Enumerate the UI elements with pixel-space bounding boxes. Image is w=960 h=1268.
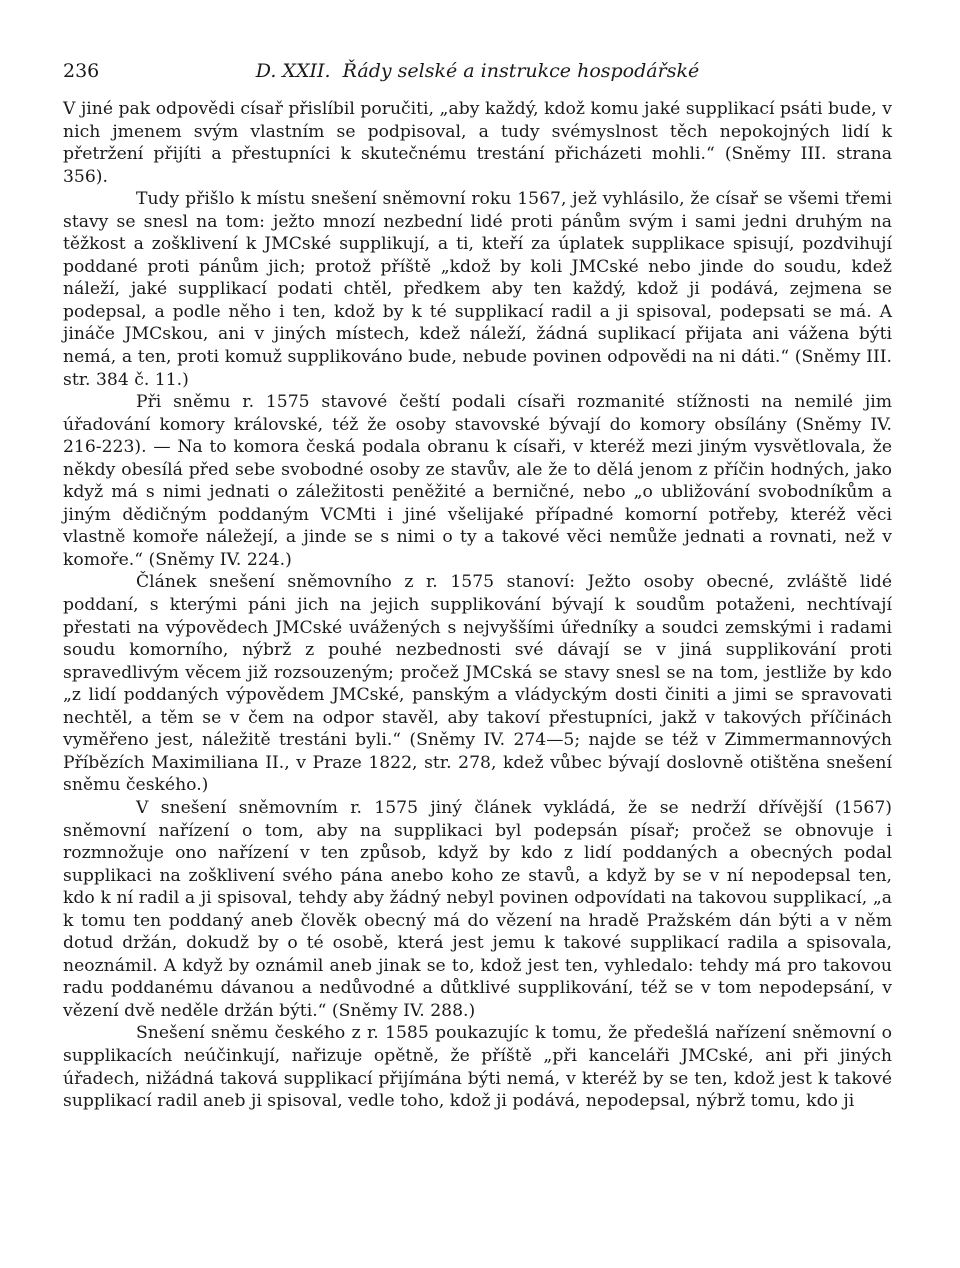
document-page [63, 58, 892, 1113]
volume-label: D. XXII. [255, 60, 331, 82]
paragraph-6: Snešení sněmu českého z r. 1585 poukazujíc k tomu, že předešlá nařízení sněmovní o supplikacích neúčinkují, nařizuje opětně, že příště „při kanceláři JMCské, ani při jiných úřadech, nižádná taková supplikací přijímána býti nemá, v kteréž by se ten, kdož jest k takové supplikací radil aneb ji spisoval, vedle toho, kdož ji podává, nepodepsal, nýbrž tomu, kdo ji [63, 1023, 892, 1112]
paragraph-5: V snešení sněmovním r. 1575 jiný článek vykládá, že se nedrží dřívější (1567) sněmovní nařízení o tom, aby na supplikaci byl podepsán písař; pročež se obnovuje i rozmnožuje ono nařízení v ten způsob, když by kdo z lidí poddaných a obecných podal supplikaci na zošklivení svého pána anebo koho ze stavů, a když by se v ní nepodepsal ten, kdo k ní radil a ji spisoval, tehdy aby žádný nebyl povinen odpovídati na takovou supplikací, „a k tomu ten poddaný aneb člověk obecný má do vězení na hradě Pražském dán býti a v něm dotud držán, dokudž by o té osobě, která jest jemu k takové supplikací radila a spisovala, neoznámil. A když by oznámil aneb jinak se to, kdož jest ten, vyhledalo: tehdy má pro takovou radu poddanému dávanou a nedůvodné a důtklivé supplikování, též se v tom nepodepsání, v vězení dvě neděle držán býti.“ (Sněmy IV. 288.) [63, 797, 892, 1021]
paragraph-3: Při sněmu r. 1575 stavové čeští podali císaři rozmanité stížnosti na nemilé jim úřadování komory královské, též že osoby stavovské bývají do komory obsílány (Sněmy IV. 216-223). — Na to komora česká podala obranu k císaři, v kteréž mezi jiným vysvětlovala, že někdy obesílá před sebe svobodné osoby ze stavův, ale že to dělá jenom z příčin hodných, jako když má s nimi jednati o záležitosti peněžité a berničné, nebo „o ubližování svobodníkům a jiným dědičným poddaným VCMti i jiné všelijaké případné komorní potřeby, kteréž věci vlastně komoře náležejí, a jinde se s nimi o ty a takové věci nemůže jednati a rovnati, než v komoře.“ (Sněmy IV. 224.) [63, 392, 892, 570]
page-number: 236 [63, 60, 100, 82]
paragraph-2: Tudy přišlo k místu snešení sněmovní roku 1567, jež vyhlásilo, že císař se všemi třemi stavy se snesl na tom: ježto mnozí nezbední lidé proti pánům svým i sami jedni druhým na těžkost a zošklivení k JMCské supplikují, a ti, kteří za úplatek supplikace spisují, pozdvihují poddané proti pánům jich; protož příště „kdož by koli JMCské nebo jinde do soudu, kdež náleží, jaké supplikací podati chtěl, předkem aby ten každý, kdož ji podává, zejmena se podepsal, a podle něho i ten, kdož by k té supplikací radil a ji spisoval, podepsati se má. A jináče JMCskou, ani v jiných místech, kdež náleží, žádná suplikací přijata ani vážena býti nemá, a ten, proti komuž supplikováno bude, nebude povinen odpovědi na ni dáti.“ (Sněmy III. str. 384 č. 11.) [63, 189, 892, 390]
paragraph-4: Článek snešení sněmovního z r. 1575 stanoví: Ježto osoby obecné, zvláště lidé poddaní, s kterými páni jich na jejich supplikování bývají k soudům potaženi, nechtívají přestati na výpovědech JMCské uvážených s nejvyššími úředníky a soudci zemskými i radami soudu komorního, nýbrž z pouhé nezbednosti své dávají se v jiná supplikování proti spravedlivým věcem již rozsouzeným; pročež JMCská se stavy snesl se na tom, jestliže by kdo „z lidí poddaných výpovědem JMCské, panským a vládyckým dosti činiti a jimi se spravovati nechtěl, a těm se v čem na odpor stavěl, aby takoví přestupníci, jakž v takových příčinách vyměřeno jest, náležitě trestáni byli.“ (Sněmy IV. 274—5; najde se též v Zimmermannových Příbězích Maximiliana II., v Praze 1822, str. 278, kdež vůbec bývají doslovně otištěna snešení sněmu českého.) [63, 572, 892, 796]
paragraph-1: V jiné pak odpovědi císař přislíbil poručiti, „aby každý, kdož komu jaké supplikací psáti bude, v nich jmenem svým vlastním se podpisoval, a tudy svémyslnost těch nepokojných lidí k přetržení přijíti a přestupníci k skutečnému trestání přicházeti mohli.“ (Sněmy III. strana 356). [63, 99, 892, 187]
page-header [63, 58, 892, 98]
running-title [256, 60, 699, 82]
section-title: Řády selské a instrukce hospodářské [342, 60, 700, 82]
body-text [63, 98, 892, 1113]
